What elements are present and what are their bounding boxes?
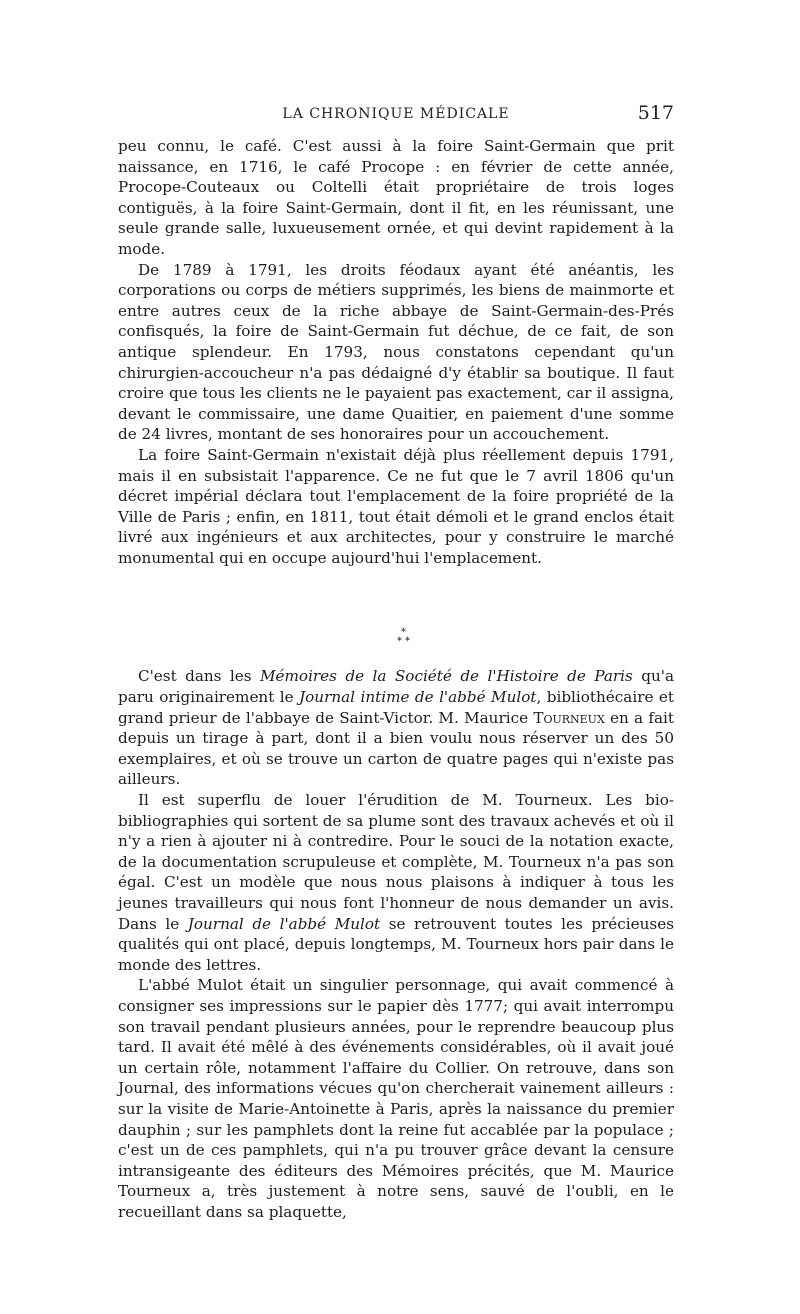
paragraph-5-text-b: se retrouvent toutes les précieuses qualités qui ont placé, depuis longtemps, M. Tourneux hors pair dans le monde des lettres. xyxy=(118,914,674,974)
book-page xyxy=(118,100,674,1223)
paragraph-4 xyxy=(118,666,674,790)
paragraph-3: La foire Saint-Germain n'existait déjà plus réellement depuis 1791, mais il en subsistait l'apparence. Ce ne fut que le 7 avril 1806 qu'un décret impérial déclara tout l'emplacement de la foire propriété de la Ville de Paris ; enfin, en 1811, tout était démoli et le grand enclos était livré aux ingénieurs et aux architectes, pour y construire le marché monumental qui en occupe aujourd'hui l'emplacement. xyxy=(118,445,674,567)
paragraph-1: peu connu, le café. C'est aussi à la foire Saint-Germain que prit naissance, en 1716, le café Procope : en février de cette année, Procope-Couteaux ou Coltelli était propriétaire de trois loges contiguës, à la foire Saint-Germain, dont il fit, en les réunissant, une seule grande salle, luxueusement ornée, et qui devint rapidement à la mode. xyxy=(118,137,674,258)
paragraph-4-text-c: , bibliothécaire et grand prieur de l'abbaye de Saint-Victor. M. Maurice xyxy=(118,688,674,727)
paragraph-6: L'abbé Mulot était un singulier personnage, qui avait commencé à consigner ses impressions sur le papier dès 1777; qui avait interrompu son travail pendant plusieurs années, pour le reprendre beaucoup plus tard. Il avait été mêlé à des événements considérables, où il avait joué un certain rôle, notamment l'affaire du Collier. On retrouve, dans son Journal, des informations vécues qu'on chercherait vainement ailleurs : sur la visite de Marie-Antoinette à Paris, après la naissance du premier dauphin ; sur les pamphlets dont la reine fut accablée par la populace ; c'est un de ces pamphlets, qui n'a pu trouver grâce devant la censure intransigeante des éditeurs des Mémoires précités, que M. Maurice Tourneux a, très justement à notre sens, sauvé de l'oubli, en le recueillant dans sa plaquette, xyxy=(118,976,674,1221)
paragraph-4-text-a: C'est dans les xyxy=(138,667,260,686)
asterism-star-top: * xyxy=(401,627,406,639)
body-text xyxy=(118,136,674,1223)
page-number: 517 xyxy=(637,102,674,124)
asterism-star-right: * xyxy=(405,636,410,648)
journal-title: Journal intime de l'abbé Mulot xyxy=(299,688,537,707)
journal-title-2: Journal de l'abbé Mulot xyxy=(187,914,381,933)
section-asterism xyxy=(118,628,674,654)
running-title: LA CHRONIQUE MÉDICALE xyxy=(282,106,510,122)
paragraph-5-text-a: Il est superflu de louer l'érudition de M. Tourneux. Les bio-bibliographies qui sortent de sa plume sont des travaux achevés et où il n'y a rien à ajouter ni à contredire. Pour le souci de la notation exacte, de la documentation scrupuleuse et complète, M. Tourneux n'a pas son égal. C'est un modèle que nous nous plaisons à indiquer à tous les jeunes travailleurs qui nous font l'honneur de nous demander un avis. Dans le xyxy=(118,791,674,933)
author-name: Tourneux xyxy=(533,708,605,727)
paragraph-4-text-b: qu'a paru originairement le xyxy=(118,667,675,707)
paragraph-2: De 1789 à 1791, les droits féodaux ayant été anéantis, les corporations ou corps de métiers supprimés, les biens de mainmorte et entre autres ceux de la riche abbaye de Saint-Germain-des-Prés confisqués, la foire de Saint-Germain fut déchue, de ce fait, de son antique splendeur. En 1793, nous constatons cependant qu'un chirurgien-accoucheur n'a pas dédaigné d'y établir sa boutique. Il faut croire que tous les clients ne le payaient pas exactement, car il assigna, devant le commissaire, une dame Quaitier, en paiement d'une somme de 24 livres, montant de ses honoraires pour un accouchement. xyxy=(118,260,674,444)
running-head xyxy=(118,100,674,128)
asterism-star-left: * xyxy=(397,636,402,648)
paragraph-5 xyxy=(118,790,674,975)
paragraph-4-text-d: en a fait depuis un tirage à part, dont il a bien voulu nous réserver un des 50 exemplaires, et où se trouve un carton de quatre pages qui n'existe pas ailleurs. xyxy=(118,708,674,789)
memoires-title: Mémoires de la Société de l'Histoire de Paris xyxy=(259,667,633,686)
